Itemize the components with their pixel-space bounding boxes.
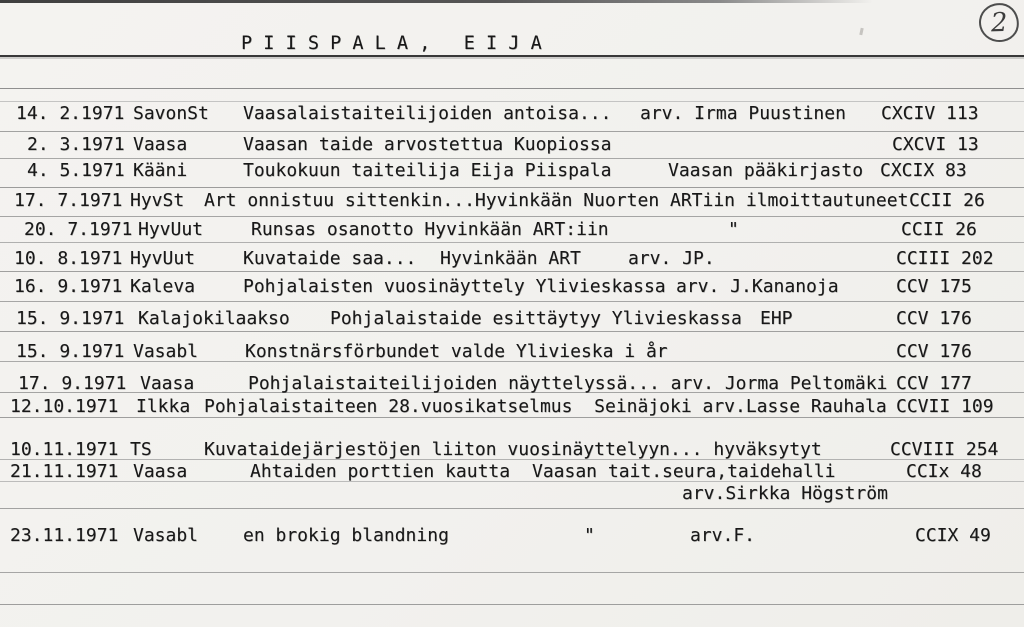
- row-title: Vaasan taide arvostettua Kuopiossa: [243, 134, 612, 155]
- row-title: Pohjalaistaide esittäytyy Ylivieskassa: [330, 308, 742, 329]
- row-ref: CCV 176: [896, 341, 972, 362]
- rule-line: [0, 158, 1024, 159]
- row-date: 12.10.1971: [10, 396, 119, 417]
- row-source: Kääni: [133, 160, 188, 181]
- row-source: Vaasa: [133, 134, 188, 155]
- row-title: Kuvataidejärjestöjen liiton vuosinäyttelyyn... hyväksytyt: [204, 439, 822, 460]
- rule-line: [0, 508, 1024, 509]
- index-row: [0, 526, 1024, 546]
- row-exhibition: Hyvinkään ART: [440, 248, 581, 269]
- row-reviewer: EHP: [760, 308, 793, 329]
- row-title: Pohjalaisten vuosinäyttely Ylivieskassa: [243, 276, 666, 297]
- row-title: Art onnistuu sittenkin...Hyvinkään Nuorten ARTiin ilmoittautuneet: [204, 190, 909, 211]
- index-row: [0, 462, 1024, 482]
- rule-line: [0, 216, 1024, 217]
- row-source: Vaasa: [133, 461, 188, 482]
- row-title: en brokig blandning: [243, 525, 449, 546]
- row-ref: CCIII 202: [896, 248, 994, 269]
- row-date: 15. 9.1971: [16, 341, 125, 362]
- scan-speck: [859, 28, 863, 35]
- index-row: [0, 191, 1024, 211]
- rule-line: [0, 301, 1024, 302]
- row-reviewer: arv.Sirkka Högström: [682, 483, 888, 504]
- row-location: Vaasan pääkirjasto: [668, 160, 864, 181]
- row-date: 16. 9.1971: [14, 276, 123, 297]
- rule-line: [0, 101, 1024, 102]
- row-ref: CXCVI 13: [892, 134, 979, 155]
- row-source: HyvUut: [130, 248, 196, 269]
- rule-line: [0, 604, 1024, 605]
- row-ref: CCVII 109: [896, 396, 994, 417]
- row-date: 14. 2.1971: [16, 103, 125, 124]
- row-date: 10. 8.1971: [14, 248, 123, 269]
- row-source: Vasabl: [133, 341, 199, 362]
- card-title: P I I S P A L A , E I J A: [241, 33, 542, 54]
- row-source: Ilkka: [136, 396, 191, 417]
- row-location: Vaasan tait.seura,taidehalli: [532, 461, 836, 482]
- row-source: Vasabl: [133, 525, 199, 546]
- rule-line: [0, 572, 1024, 573]
- index-row: [0, 484, 1024, 504]
- row-date: 17. 9.1971: [18, 373, 127, 394]
- header-underline: [0, 55, 1024, 57]
- row-source: Kalajokilaakso: [138, 308, 290, 329]
- row-ref: CCII 26: [901, 219, 977, 240]
- row-date: 4. 5.1971: [27, 160, 125, 181]
- row-ref: CCIX 49: [915, 525, 991, 546]
- row-title: Toukokuun taiteilija Eija Piispala: [243, 160, 612, 181]
- row-date: 21.11.1971: [10, 461, 119, 482]
- page-number: 2: [990, 7, 1008, 38]
- row-date: 15. 9.1971: [16, 308, 125, 329]
- row-ref: CXCIV 113: [881, 103, 979, 124]
- row-ref: CCV 177: [896, 373, 972, 394]
- row-reviewer: arv. J.Kananoja: [676, 276, 839, 297]
- row-source: HyvSt: [130, 190, 185, 211]
- rule-line: [0, 187, 1024, 188]
- row-date: 2. 3.1971: [27, 134, 125, 155]
- row-title: Kuvataide saa...: [243, 248, 417, 269]
- row-ref: CXCIX 83: [880, 160, 967, 181]
- row-title: Runsas osanotto Hyvinkään ART:iin: [251, 219, 609, 240]
- row-ditto-mark: ": [584, 525, 595, 546]
- row-ref: CCVIII 254: [890, 439, 999, 460]
- index-row: [0, 342, 1024, 362]
- row-title: Konstnärsförbundet valde Ylivieska i år: [245, 341, 668, 362]
- row-reviewer: arv.F.: [690, 525, 756, 546]
- row-date: 23.11.1971: [10, 525, 119, 546]
- rule-line: [0, 242, 1024, 243]
- index-row: [0, 277, 1024, 297]
- page-number-badge: [976, 0, 1021, 44]
- row-ref: CCV 175: [896, 276, 972, 297]
- row-reviewer: arv. Irma Puustinen: [640, 103, 846, 124]
- row-source: Kaleva: [130, 276, 196, 297]
- rule-line: [0, 271, 1024, 272]
- index-row: [0, 440, 1024, 460]
- rule-line: [0, 331, 1024, 332]
- row-source: TS: [130, 439, 152, 460]
- rule-line: [0, 88, 1024, 89]
- row-date: 17. 7.1971: [14, 190, 123, 211]
- index-row: [0, 249, 1024, 269]
- index-row: [0, 161, 1024, 181]
- row-ref: CCV 176: [896, 308, 972, 329]
- row-source: HyvUut: [138, 219, 204, 240]
- row-ref: CCIx 48: [906, 461, 982, 482]
- scan-edge-artifact: [0, 0, 900, 3]
- row-title: Vaasalaistaiteilijoiden antoisa...: [243, 103, 612, 124]
- row-date: 20. 7.1971: [24, 219, 133, 240]
- row-source: SavonSt: [133, 103, 209, 124]
- index-row: [0, 135, 1024, 155]
- row-ref: CCII 26: [909, 190, 985, 211]
- row-date: 10.11.1971: [10, 439, 119, 460]
- index-row: [0, 104, 1024, 124]
- index-row: [0, 309, 1024, 329]
- index-row: [0, 220, 1024, 240]
- row-title: Pohjalaistaiteilijoiden näyttelyssä... arv. Jorma Peltomäki: [248, 373, 888, 394]
- row-title: Pohjalaistaiteen 28.vuosikatselmus Seinäjoki arv.Lasse Rauhala: [204, 396, 887, 417]
- rule-line: [0, 131, 1024, 132]
- index-row: [0, 374, 1024, 394]
- row-reviewer: arv. JP.: [628, 248, 715, 269]
- index-row: [0, 397, 1024, 417]
- row-title: Ahtaiden porttien kautta: [250, 461, 511, 482]
- rule-line: [0, 417, 1024, 418]
- row-ditto-mark: ": [728, 219, 739, 240]
- row-source: Vaasa: [140, 373, 195, 394]
